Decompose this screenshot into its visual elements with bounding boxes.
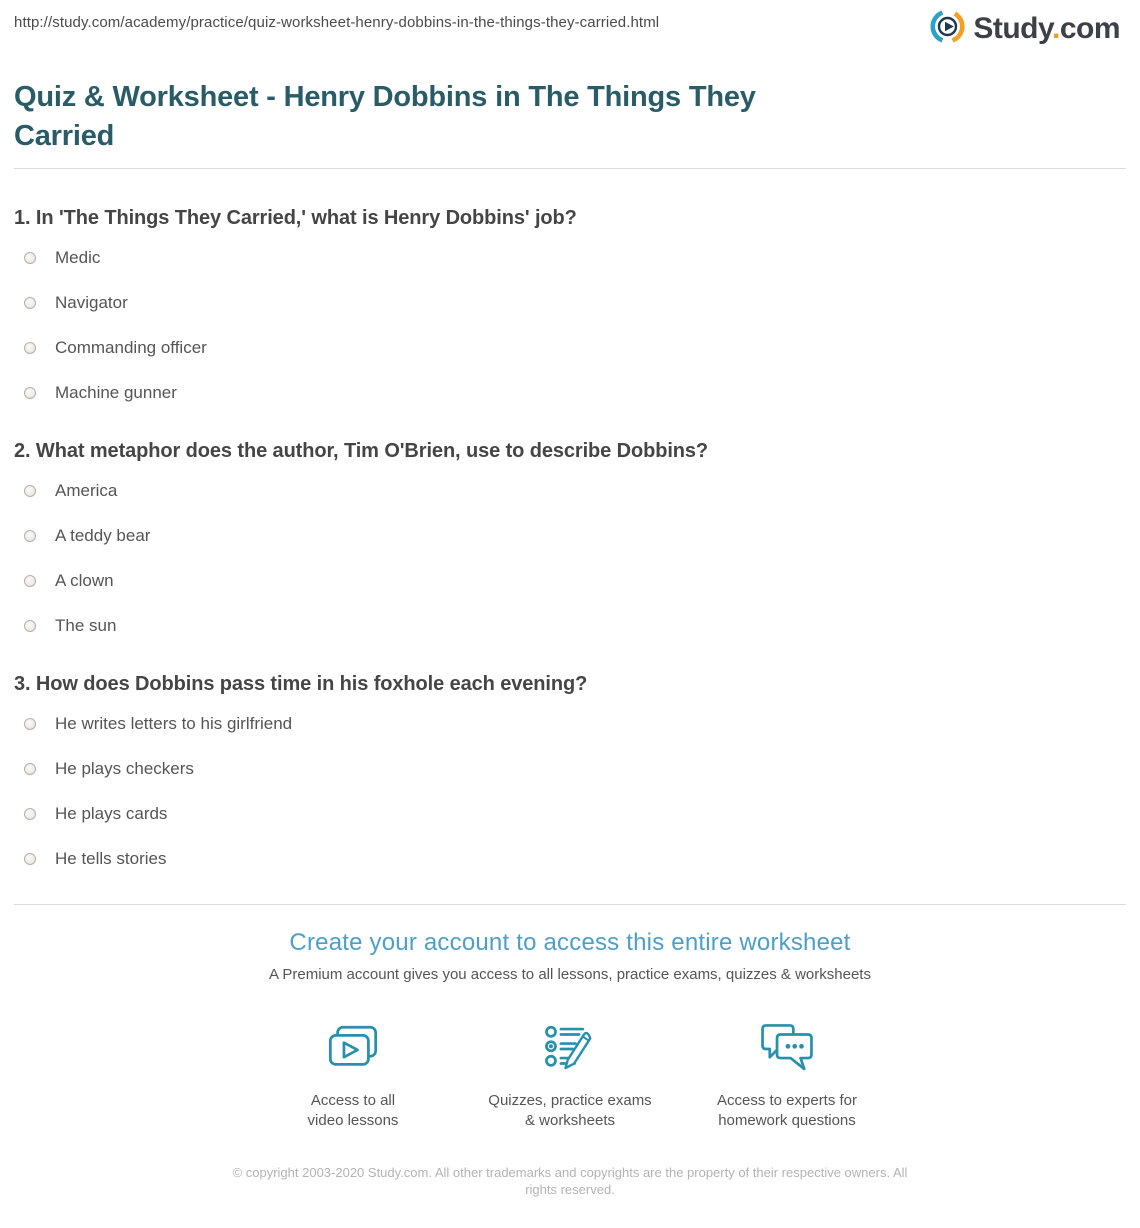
radio-button[interactable] bbox=[24, 620, 36, 632]
answer-option-label[interactable]: A clown bbox=[55, 571, 114, 591]
answer-option-label[interactable]: He plays cards bbox=[55, 804, 168, 824]
radio-button[interactable] bbox=[24, 252, 36, 264]
answer-option-label[interactable]: A teddy bear bbox=[55, 526, 151, 546]
radio-button[interactable] bbox=[24, 718, 36, 730]
feature-label: Access to all video lessons bbox=[307, 1092, 399, 1130]
question-3 bbox=[14, 673, 1126, 868]
answer-option[interactable] bbox=[24, 571, 1126, 590]
answer-option[interactable] bbox=[24, 383, 1126, 402]
answer-option[interactable] bbox=[24, 481, 1126, 500]
feature-video-lessons bbox=[245, 1020, 462, 1131]
copyright-notice: © copyright 2003-2020 Study.com. All other trademarks and copyrights are the property of their respective owners. All rights reserved. bbox=[232, 1165, 908, 1198]
cta-section bbox=[0, 929, 1140, 1131]
radio-button[interactable] bbox=[24, 808, 36, 820]
answer-option-label[interactable]: He plays checkers bbox=[55, 759, 194, 779]
answer-option[interactable] bbox=[24, 804, 1126, 823]
question-3-text: 3. How does Dobbins pass time in his foxhole each evening? bbox=[14, 673, 588, 696]
title-divider bbox=[14, 168, 1126, 169]
radio-button[interactable] bbox=[24, 530, 36, 542]
radio-button[interactable] bbox=[24, 763, 36, 775]
quizzes-worksheets-icon bbox=[462, 1020, 679, 1078]
video-lessons-icon bbox=[245, 1020, 462, 1078]
radio-button[interactable] bbox=[24, 342, 36, 354]
question-1-text: 1. In 'The Things They Carried,' what is Henry Dobbins' job? bbox=[14, 207, 577, 230]
feature-list bbox=[0, 1020, 1140, 1131]
studycom-play-icon bbox=[929, 8, 966, 50]
question-1 bbox=[14, 207, 1126, 402]
answer-option-label[interactable]: Navigator bbox=[55, 293, 128, 313]
feature-expert-help bbox=[679, 1020, 896, 1131]
cta-divider bbox=[14, 904, 1126, 905]
answer-option-label[interactable]: Machine gunner bbox=[55, 383, 177, 403]
answer-option[interactable] bbox=[24, 293, 1126, 312]
answer-option[interactable] bbox=[24, 714, 1126, 733]
answer-option[interactable] bbox=[24, 248, 1126, 267]
top-bar bbox=[0, 0, 1140, 50]
radio-button[interactable] bbox=[24, 297, 36, 309]
question-2 bbox=[14, 440, 1126, 635]
answer-option-label[interactable]: Medic bbox=[55, 248, 101, 268]
answer-option-label[interactable]: Commanding officer bbox=[55, 338, 207, 358]
answer-option[interactable] bbox=[24, 616, 1126, 635]
radio-button[interactable] bbox=[24, 853, 36, 865]
answer-option-label[interactable]: The sun bbox=[55, 616, 117, 636]
answer-option-label[interactable]: He writes letters to his girlfriend bbox=[55, 714, 293, 734]
quiz-questions bbox=[0, 207, 1140, 868]
feature-quizzes-worksheets bbox=[462, 1020, 679, 1131]
page-url: http://study.com/academy/practice/quiz-worksheet-henry-dobbins-in-the-things-they-carried.html bbox=[14, 14, 660, 31]
answer-option[interactable] bbox=[24, 759, 1126, 778]
page-title: Quiz & Worksheet - Henry Dobbins in The Things They Carried bbox=[14, 81, 756, 153]
question-2-text: 2. What metaphor does the author, Tim O'Brien, use to describe Dobbins? bbox=[14, 440, 709, 463]
feature-label: Quizzes, practice exams & worksheets bbox=[488, 1092, 652, 1130]
studycom-logo[interactable] bbox=[929, 8, 1120, 50]
answer-option[interactable] bbox=[24, 526, 1126, 545]
premium-description: A Premium account gives you access to all lessons, practice exams, quizzes & worksheets bbox=[269, 966, 871, 984]
experts-chat-icon bbox=[679, 1020, 896, 1078]
answer-option[interactable] bbox=[24, 338, 1126, 357]
radio-button[interactable] bbox=[24, 387, 36, 399]
answer-option-label[interactable]: America bbox=[55, 481, 118, 501]
create-account-link[interactable]: Create your account to access this entire worksheet bbox=[289, 929, 851, 957]
feature-label: Access to experts for homework questions bbox=[716, 1092, 858, 1130]
radio-button[interactable] bbox=[24, 575, 36, 587]
radio-button[interactable] bbox=[24, 485, 36, 497]
answer-option-label[interactable]: He tells stories bbox=[55, 849, 167, 869]
answer-option[interactable] bbox=[24, 849, 1126, 868]
studycom-wordmark: Study.com bbox=[973, 12, 1120, 45]
